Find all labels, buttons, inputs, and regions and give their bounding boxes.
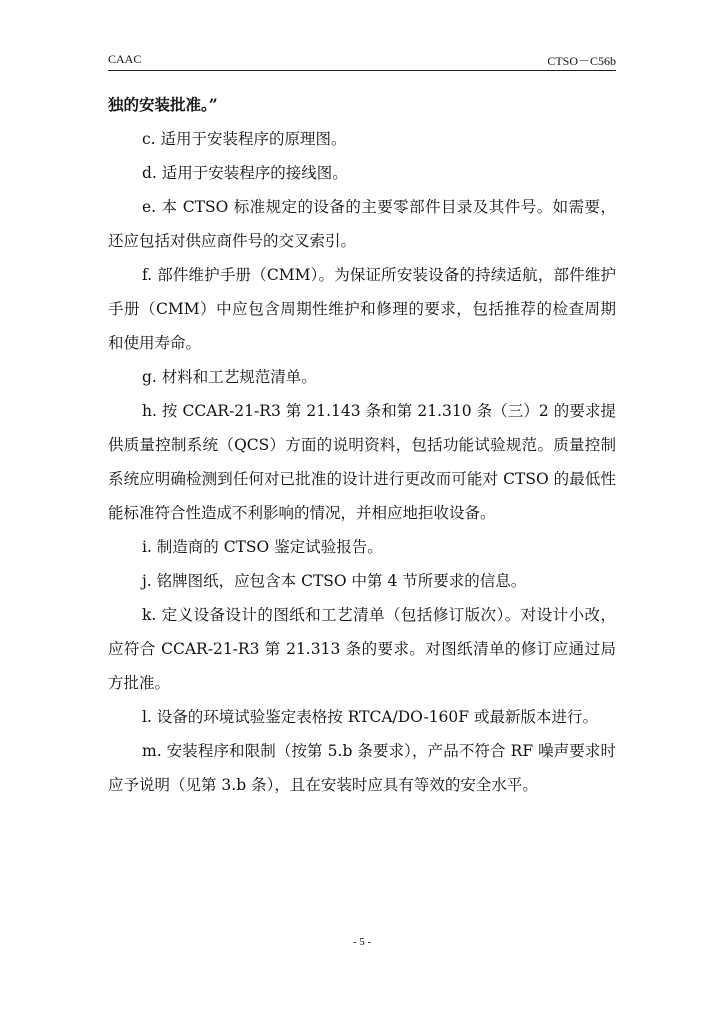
list-item-c: c. 适用于安装程序的原理图。 <box>142 130 347 148</box>
header-divider <box>108 70 616 71</box>
header-org: CAAC <box>108 52 142 66</box>
page-number: - 5 - <box>352 936 372 948</box>
list-item-l: l. 设备的环境试验鉴定表格按 RTCA/DO-160F 或最新版本进行。 <box>142 708 598 726</box>
page-header <box>108 52 616 70</box>
header-doc-id: CTSO－C56b <box>547 54 616 68</box>
list-item-k: k. 定义设备设计的图纸和工艺清单（包括修订版次）。对设计小改，应符合 CCAR-21-R3 第 21.313 条的要求。对图纸清单的修订应通过局方批准。 <box>108 606 616 692</box>
list-item-m: m. 安装程序和限制（按第 5.b 条要求），产品不符合 RF 噪声要求时应予说明（见第 3.b 条），且在安装时应具有等效的安全水平。 <box>108 742 616 794</box>
list-item-h: h. 按 CCAR-21-R3 第 21.143 条和第 21.310 条（三）2 的要求提供质量控制系统（QCS）方面的说明资料，包括功能试验规范。质量控制系统应明确检测到任何对已批准的设计进行更改而可能对 CTSO 的最低性能标准符合性造成不利影响的情况，并相应地拒收设备。 <box>108 402 616 522</box>
paragraph-continuation: 独的安装批准。” <box>108 95 218 114</box>
list-item-i: i. 制造商的 CTSO 鉴定试验报告。 <box>142 538 383 556</box>
list-item-e: e. 本 CTSO 标准规定的设备的主要零部件目录及其件号。如需要，还应包括对供应商件号的交叉索引。 <box>108 198 616 250</box>
list-item-j: j. 铭牌图纸，应包含本 CTSO 中第 4 节所要求的信息。 <box>142 572 527 590</box>
list-item-d: d. 适用于安装程序的接线图。 <box>142 164 348 182</box>
document-body <box>108 88 616 802</box>
list-item-g: g. 材料和工艺规范清单。 <box>142 368 317 386</box>
list-item-f: f. 部件维护手册（CMM）。为保证所安装设备的持续适航，部件维护手册（CMM）中应包含周期性维护和修理的要求，包括推荐的检查周期和使用寿命。 <box>108 266 616 352</box>
